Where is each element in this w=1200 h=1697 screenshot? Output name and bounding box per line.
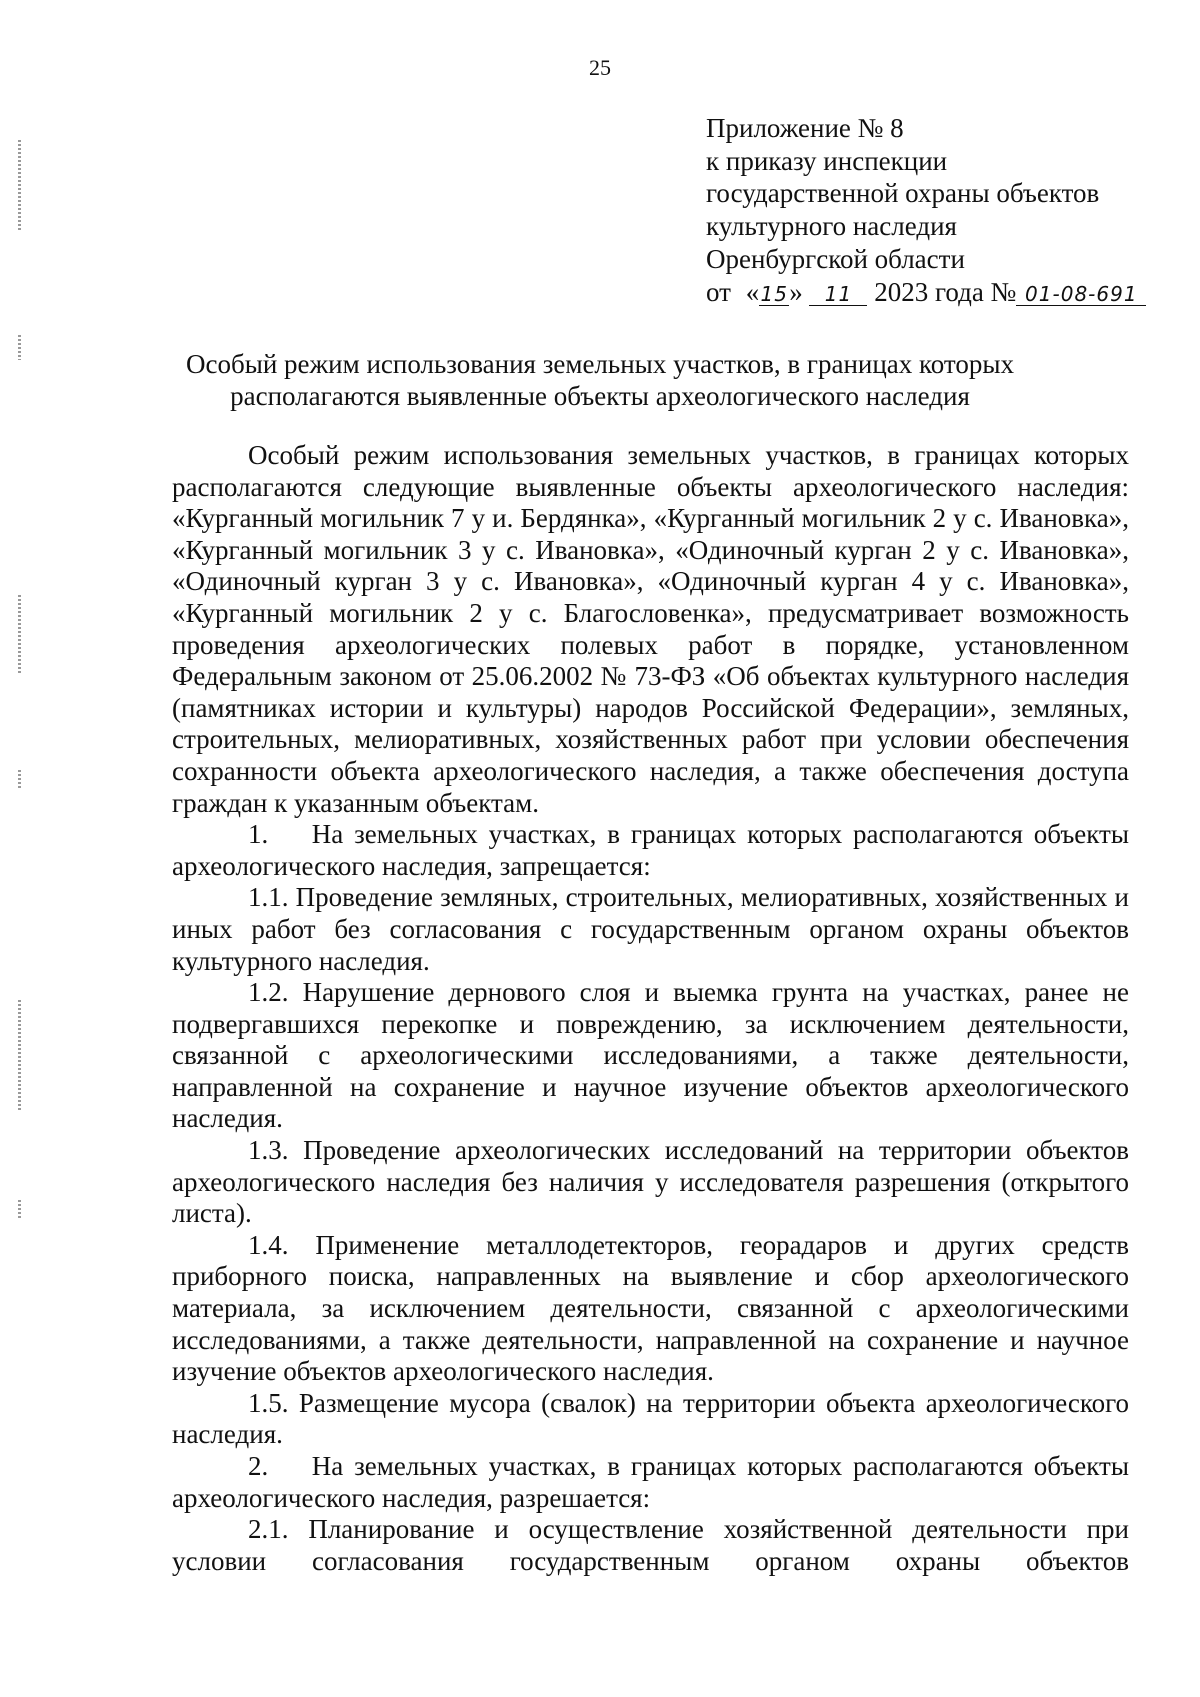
year-text: 2023 года № <box>874 276 1017 307</box>
body-paragraph: 1.4. Применение металлодетекторов, георадаров и других средств приборного поиска, направленных на выявление и сбор археологического материала, за исключением деятельности, связанной с археологическими исследованиями, а также деятельности, направленной на сохранение и научное изучение объектов археологического наследия. <box>172 1229 1129 1387</box>
body-paragraph: 1. На земельных участках, в границах которых располагаются объекты археологического наследия, запрещается: <box>172 819 1136 881</box>
appendix-line: государственной охраны объектов <box>706 178 1100 209</box>
scan-mark <box>18 770 21 790</box>
scan-mark <box>18 595 21 675</box>
appendix-line: к приказу инспекции <box>706 145 948 176</box>
body-paragraph: 1.1. Проведение земляных, строительных, мелиоративных, хозяйственных и иных работ без согласования с государственным органом охраны объектов культурного наследия. <box>172 882 1129 976</box>
scan-mark <box>18 140 21 230</box>
order-date-line <box>706 276 1146 309</box>
page-number: 25 <box>589 55 611 80</box>
document-body <box>172 440 1136 1577</box>
appendix-line: Оренбургской области <box>706 243 965 274</box>
body-paragraph: 1.5. Размещение мусора (свалок) на территории объекта археологического наследия. <box>172 1387 1129 1450</box>
body-paragraph: 1.2. Нарушение дернового слоя и выемка грунта на участках, ранее не подвергавшихся перекопке и повреждению, за исключением деятельности, связанной с археологическими исследованиями, а также деятельности, направленной на сохранение и научное изучение объектов археологического наследия. <box>172 977 1129 1134</box>
handwritten-day: 15 <box>760 281 788 306</box>
body-paragraph: 2. На земельных участках, в границах которых располагаются объекты археологического наследия, разрешается: <box>172 1451 1136 1513</box>
open-quote: « <box>745 276 760 307</box>
body-paragraph: Особый режим использования земельных участков, в границах которых располагаются следующие выявленные объекты археологического наследия: «Курганный могильник 7 у и. Бердянка», «Курганный могильник 2 у с. Ивановка», «Курганный могильник 3 у с. Ивановка», «Одиночный курган 2 у с. Ивановка», «Одиночный курган 3 у с. Ивановка», «Одиночный курган 4 у с. Ивановка», «Курганный могильник 2 у с. Благословенка», предусматривает возможность проведения археологических полевых работ в порядке, установленном Федеральным законом от 25.06.2002 № 73-ФЗ «Об объектах культурного наследия (памятниках истории и культуры) народов Российской Федерации», земляных, строительных, мелиоративных, хозяйственных работ при условии обеспечения сохранности объекта археологического наследия, а также обеспечения доступа граждан к указанным объектам. <box>172 440 1129 818</box>
close-quote: » <box>789 276 803 307</box>
handwritten-month: 11 <box>809 283 867 306</box>
appendix-line: Приложение № 8 <box>706 113 904 143</box>
scan-mark <box>18 1000 21 1110</box>
scan-mark <box>18 1200 21 1220</box>
scan-mark <box>18 335 21 360</box>
body-paragraph: 1.3. Проведение археологических исследований на территории объектов археологического наследия без наличия у исследователя разрешения (открытого листа). <box>172 1135 1129 1229</box>
appendix-line: культурного наследия <box>706 211 957 242</box>
document-title: Особый режим использования земельных участков, в границах которых располагаются выявленные объекты археологического наследия <box>185 349 1015 411</box>
date-prefix: от <box>706 276 731 307</box>
scan-margin-marks <box>10 0 40 1697</box>
appendix-block <box>706 112 1146 308</box>
handwritten-order-number: 01-08-691 <box>1016 283 1146 306</box>
body-paragraph: 2.1. Планирование и осуществление хозяйственной деятельности при условии согласования государственным органом охраны объектов <box>172 1514 1129 1576</box>
